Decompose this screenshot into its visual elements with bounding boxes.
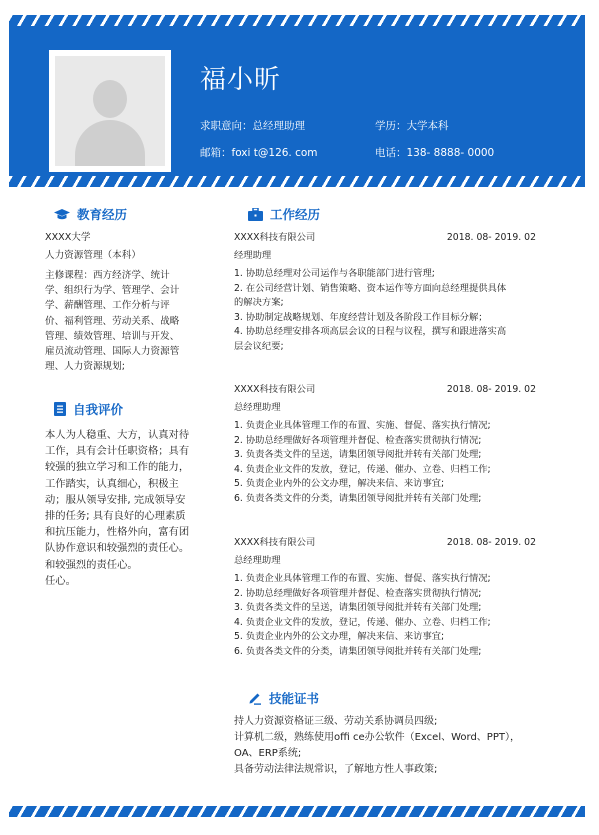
courses-line: 价、福利管理、劳动关系、战略	[45, 315, 180, 327]
graduation-cap-icon	[54, 208, 70, 221]
duty-item: 3. 负责各类文件的呈送，请集团领导阅批并转有关部门处理;	[234, 449, 482, 461]
self-eval-line: 动；服从领导安排, 完成领导安	[45, 493, 186, 506]
duty-item: 的解决方案;	[234, 297, 284, 309]
job-title: 总经理助理	[234, 402, 281, 413]
header-banner	[9, 26, 585, 176]
self-eval-section-title	[54, 400, 123, 418]
email: 邮箱：foxi t@126. com	[200, 147, 318, 159]
self-eval-line: 工作，具有会计任职资格；具有	[45, 445, 190, 458]
courses-line: 雇员流动管理、国际人力资源管	[45, 346, 180, 358]
profile-photo-frame	[49, 50, 171, 172]
document-icon	[54, 402, 66, 416]
self-eval-line: 任心。	[45, 574, 76, 587]
work-title-text: 工作经历	[270, 207, 321, 222]
duty-item: 2. 在公司经营计划、销售策略、资本运作等方面向总经理提供具体	[234, 282, 507, 294]
job-entry	[234, 534, 556, 660]
job-entry	[234, 229, 556, 355]
cert-list	[234, 714, 559, 778]
avatar-body-shape	[75, 120, 145, 166]
duty-item: 4. 负责企业文件的发放，登记，传递、催办、立卷、归档工作;	[234, 616, 491, 628]
duty-list	[234, 419, 556, 507]
duty-list	[234, 572, 556, 660]
duty-item: 5. 负责企业内外的公文办理，解决来信、来访事宜;	[234, 478, 445, 490]
pen-icon	[248, 691, 262, 705]
courses-line: 学、组织行为学、管理学、会计	[45, 285, 180, 297]
job-title: 总经理助理	[234, 555, 281, 566]
education-title-text: 教育经历	[77, 207, 128, 222]
self-eval-paragraph	[45, 427, 220, 589]
courses-line: 主修课程：西方经济学、统计	[45, 270, 170, 281]
education-section-title	[54, 205, 127, 223]
courses-line: 管理、绩效管理、培训与开发、	[45, 330, 180, 342]
cert-section-title	[248, 689, 319, 707]
duty-item: 1. 负责企业具体管理工作的布置、实施、督促、落实执行情况;	[234, 420, 491, 431]
self-eval-line: 工作踏实，认真细心，积极主	[45, 477, 179, 490]
company-name: XXXX科技有限公司	[234, 384, 316, 395]
duty-item: 3. 协助制定战略规划、年度经营计划及各阶段工作目标分解；	[234, 311, 488, 323]
phone: 电话：138- 8888- 0000	[375, 147, 495, 159]
job-title: 经理助理	[234, 250, 272, 261]
duty-item: 5. 负责企业内外的公文办理，解决来信、来访事宜;	[234, 631, 445, 643]
work-section-title	[248, 205, 320, 223]
duty-item: 2. 协助总经理做好各项管理并督促、检查落实贯彻执行情况;	[234, 587, 482, 599]
self-eval-line: 较强的独立学习和工作的能力，	[45, 461, 190, 474]
duty-item: 6. 负责各类文件的分类，请集团领导阅批并转有关部门处理;	[234, 492, 482, 504]
footer-stripe	[9, 806, 585, 817]
duty-item: 1. 协助总经理对公司运作与各职能部门进行管理;	[234, 268, 435, 279]
self-eval-title-text: 自我评价	[73, 402, 124, 417]
job-intent: 求职意向：总经理助理	[200, 120, 305, 132]
duty-item: 6. 负责各类文件的分类，请集团领导阅批并转有关部门处理;	[234, 645, 482, 657]
cert-line: 具备劳动法律法规常识，了解地方性人事政策;	[234, 764, 438, 775]
avatar	[55, 56, 165, 166]
self-eval-line: 队协作意识和较强烈的责任心。	[45, 542, 190, 555]
duty-item: 4. 协助总经理安排各项高层会议的日程与议程，撰写和跟进落实高	[234, 326, 507, 338]
duty-item: 层会议纪要;	[234, 340, 284, 352]
self-eval-line: 和较强烈的责任心。	[45, 558, 138, 571]
cert-line: OA、ERP系统;	[234, 748, 302, 759]
duty-list	[234, 267, 556, 355]
courses-line: 学、薪酬管理、工作分析与评	[45, 300, 170, 312]
school-name: XXXX大学	[45, 232, 91, 243]
job-date: 2018. 08- 2019. 02	[446, 537, 536, 548]
courses-line: 理、人力资源规划;	[45, 361, 125, 373]
education-level: 学历：大学本科	[375, 120, 449, 132]
company-name: XXXX科技有限公司	[234, 232, 316, 243]
cert-line: 持人力资源资格证三级、劳动关系协调员四级;	[234, 716, 438, 727]
duty-item: 1. 负责企业具体管理工作的布置、实施、督促、落实执行情况;	[234, 573, 491, 584]
courses-block	[45, 268, 215, 374]
duty-item: 4. 负责企业文件的发放，登记，传递、催办、立卷、归档工作;	[234, 463, 491, 475]
self-eval-line: 和抗压能力，性格外向，富有团	[45, 526, 190, 539]
self-eval-line: 本人为人稳重、大方，认真对待	[45, 429, 190, 441]
briefcase-icon	[248, 208, 263, 221]
duty-item: 3. 负责各类文件的呈送，请集团领导阅批并转有关部门处理;	[234, 602, 482, 614]
self-eval-line: 排的任务; 具有良好的心理素质	[45, 510, 186, 523]
cert-line: 计算机二级，熟练使用offi ce办公软件（Excel、Word、PPT），	[234, 732, 520, 743]
header-stripe-top	[9, 15, 585, 26]
major: 人力资源管理（本科）	[45, 250, 141, 261]
job-entry	[234, 381, 556, 507]
job-date: 2018. 08- 2019. 02	[446, 232, 536, 243]
header-stripe-bottom	[9, 176, 585, 187]
candidate-name: 福小昕	[200, 65, 282, 95]
job-date: 2018. 08- 2019. 02	[446, 384, 536, 395]
cert-title-text: 技能证书	[269, 691, 320, 706]
duty-item: 2. 协助总经理做好各项管理并督促、检查落实贯彻执行情况;	[234, 434, 482, 446]
company-name: XXXX科技有限公司	[234, 537, 316, 548]
avatar-head-shape	[93, 80, 127, 118]
